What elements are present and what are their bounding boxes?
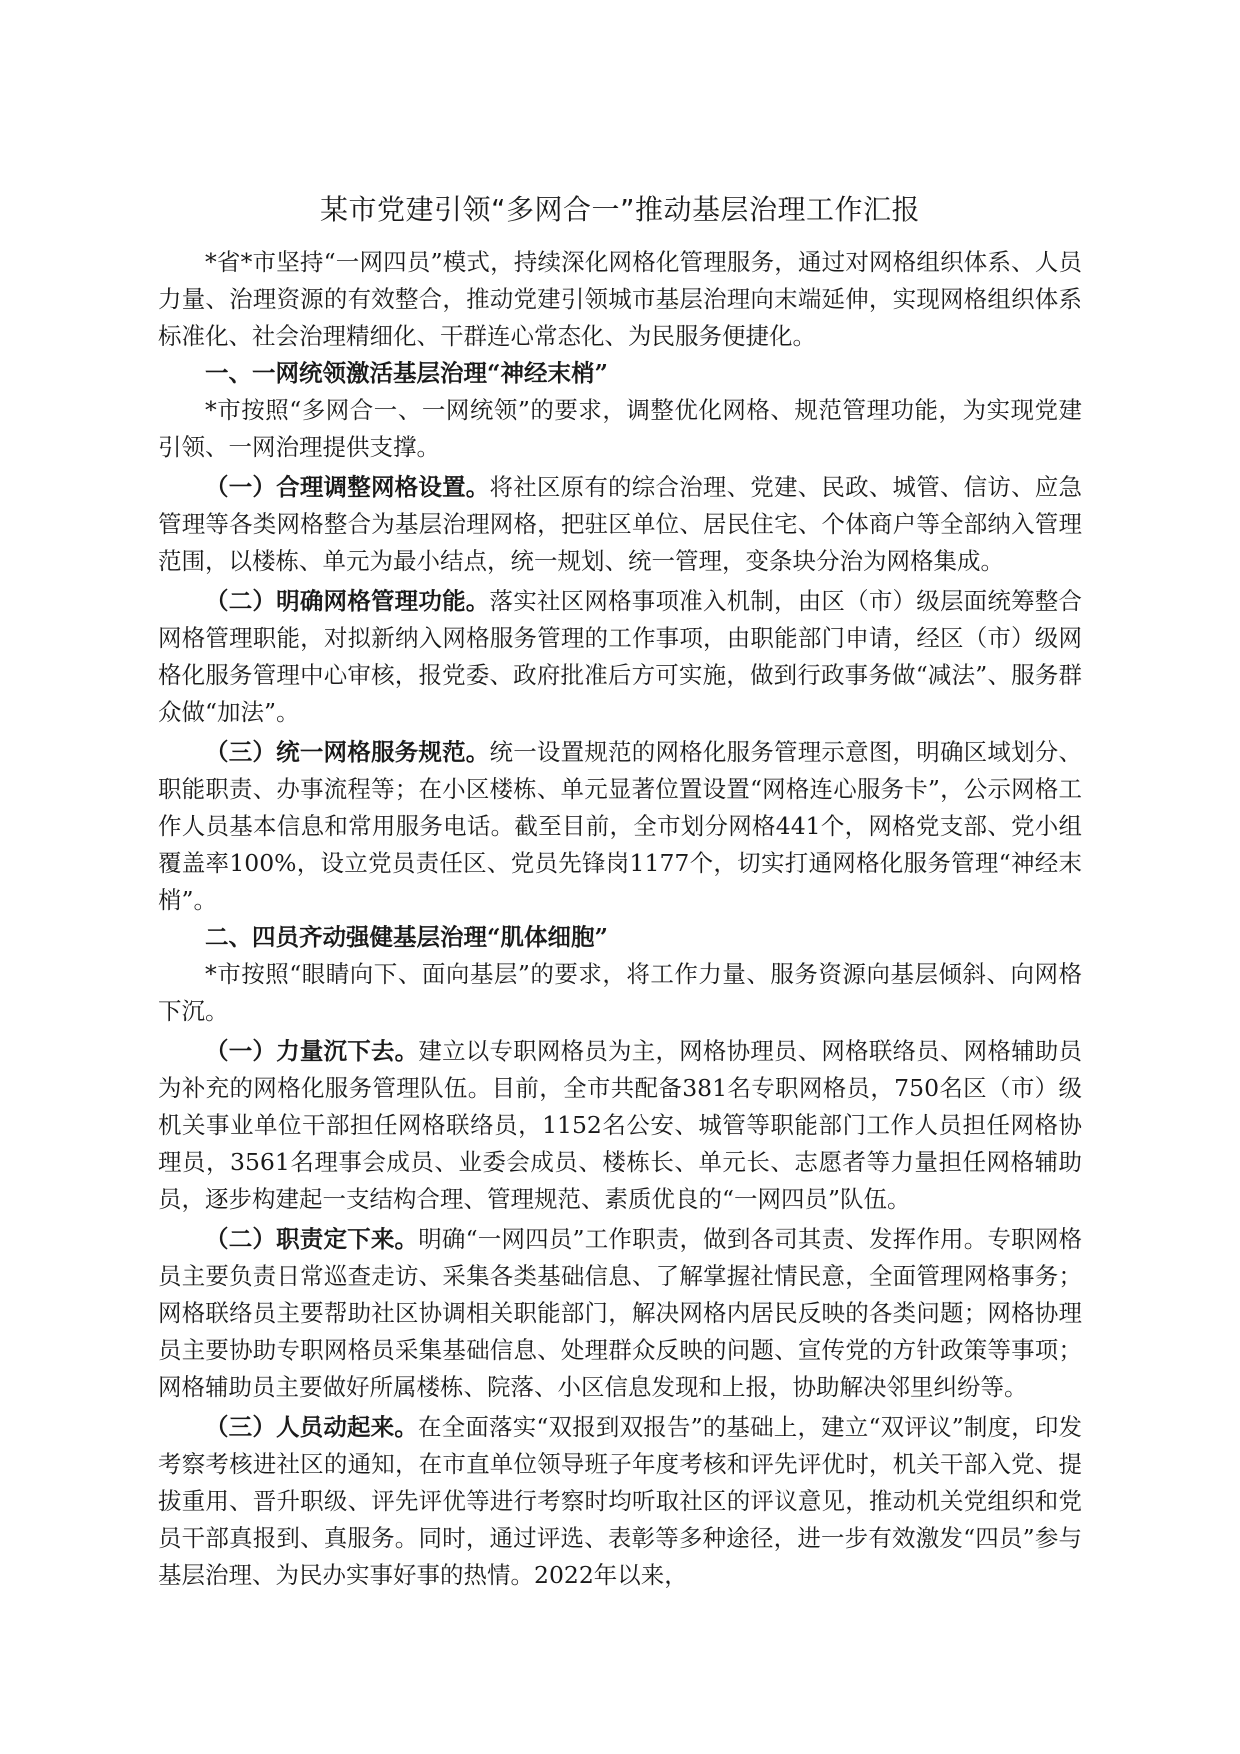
item-text: 在全面落实“双报到双报告”的基础上，建立“双评议”制度，印发考察考核进社区的通知，在市直单位领导班子年度考核和评先评优时，机关干部入党、提拔重用、晋升职级、评先评优等进行考察时均听取社区的评议意见，推动机关党组织和党员干部真报到、真服务。同时，通过评选、表彰等多种途径，进一步有效激发“四员”参与基层治理、为民办实事好事的热情。2022年以来， (158, 1413, 1082, 1589)
section-1-item-1 (158, 469, 1082, 580)
section-2-heading: 二、四员齐动强健基层治理“肌体细胞” (205, 923, 609, 951)
item-text: 明确“一网四员”工作职责，做到各司其责、发挥作用。专职网格员主要负责日常巡查走访、采集各类基础信息、了解掌握社情民意，全面管理网格事务；网格联络员主要帮助社区协调相关职能部门，解决网格内居民反映的各类问题；网格协理员主要协助专职网格员采集基础信息、处理群众反映的问题、宣传党的方针政策等事项；网格辅助员主要做好所属楼栋、院落、小区信息发现和上报，协助解决邻里纠纷等。 (158, 1225, 1083, 1401)
item-lead: （二）职责定下来。 (205, 1225, 419, 1253)
item-lead: （一）合理调整网格设置。 (205, 473, 490, 501)
section-2-item-2 (158, 1221, 1082, 1406)
document-title: 某市党建引领“多网合一”推动基层治理工作汇报 (319, 193, 920, 226)
section-1-item-3 (158, 734, 1082, 919)
section-1-intro: *市按照“多网合一、一网统领”的要求，调整优化网格、规范管理功能，为实现党建引领、一网治理提供支撑。 (158, 396, 1082, 461)
item-text: 统一设置规范的网格化服务管理示意图，明确区域划分、职能职责、办事流程等；在小区楼栋、单元显著位置设置“网格连心服务卡”，公示网格工作人员基本信息和常用服务电话。截至目前，全市划分网格441个，网格党支部、党小组覆盖率100%，设立党员责任区、党员先锋岗1177个，切实打通网格化服务管理“神经末梢”。 (158, 738, 1082, 914)
section-1-heading: 一、一网统领激活基层治理“神经末梢” (205, 359, 609, 387)
section-2-item-3 (158, 1409, 1082, 1594)
document-page (158, 190, 1082, 1594)
section-2-intro: *市按照“眼睛向下、面向基层”的要求，将工作力量、服务资源向基层倾斜、向网格下沉。 (158, 960, 1082, 1025)
item-lead: （三）统一网格服务规范。 (205, 738, 490, 766)
section-2-item-1 (158, 1033, 1082, 1218)
intro-paragraph: *省*市坚持“一网四员”模式，持续深化网格化管理服务，通过对网格组织体系、人员力量、治理资源的有效整合，推动党建引领城市基层治理向末端延伸，实现网格组织体系标准化、社会治理精细化、干群连心常态化、为民服务便捷化。 (158, 248, 1082, 350)
item-lead: （二）明确网格管理功能。 (205, 587, 490, 615)
item-text: 落实社区网格事项准入机制，由区（市）级层面统筹整合网格管理职能，对拟新纳入网格服务管理的工作事项，由职能部门申请，经区（市）级网格化服务管理中心审核，报党委、政府批准后方可实施，做到行政事务做“减法”、服务群众做“加法”。 (158, 587, 1082, 726)
item-text: 建立以专职网格员为主，网格协理员、网格联络员、网格辅助员为补充的网格化服务管理队伍。目前，全市共配备381名专职网格员，750名区（市）级机关事业单位干部担任网格联络员，1152名公安、城管等职能部门工作人员担任网格协理员，3561名理事会成员、业委会成员、楼栋长、单元长、志愿者等力量担任网格辅助员，逐步构建起一支结构合理、管理规范、素质优良的“一网四员”队伍。 (158, 1037, 1082, 1213)
item-text: 将社区原有的综合治理、党建、民政、城管、信访、应急管理等各类网格整合为基层治理网格，把驻区单位、居民住宅、个体商户等全部纳入管理范围，以楼栋、单元为最小结点，统一规划、统一管理，变条块分治为网格集成。 (158, 473, 1082, 575)
item-lead: （三）人员动起来。 (205, 1413, 419, 1441)
item-lead: （一）力量沉下去。 (205, 1037, 419, 1065)
section-1-item-2 (158, 583, 1082, 731)
